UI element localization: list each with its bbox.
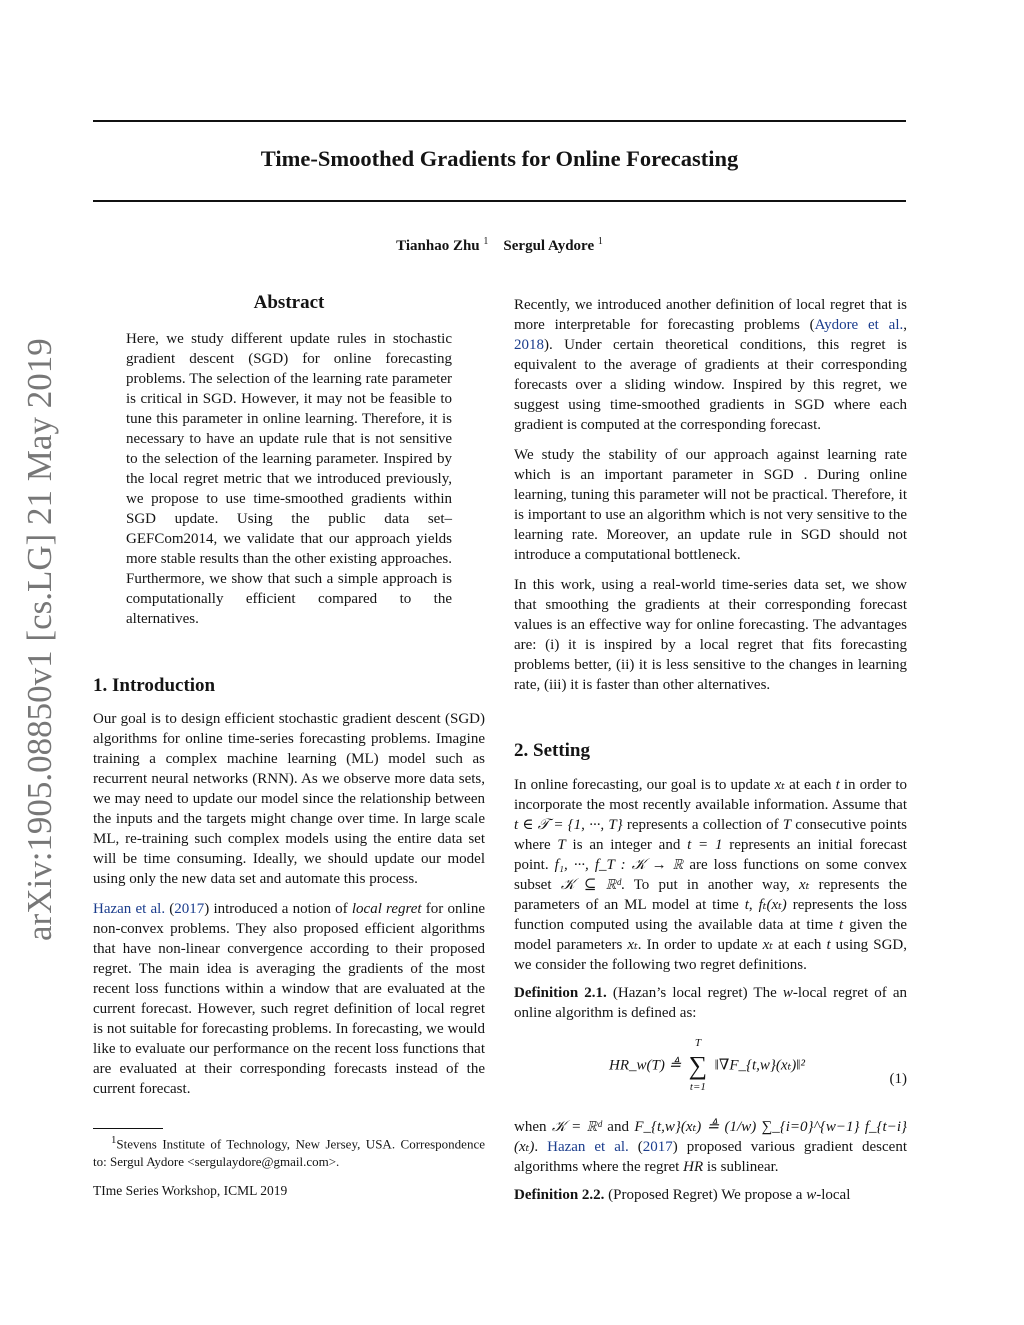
footnote-text: Stevens Institute of Technology, New Jersey, USA. Correspondence to: Sergul Aydore <sergulaydore@gmail.com>. [93, 1136, 485, 1170]
math-inline: F_{t,w}(xₜ) ≜ (1/w) ∑_{i=0}^{w−1} f_{t−i}(xₜ) [514, 1119, 907, 1155]
author-list [93, 236, 906, 255]
equation-1 [514, 1037, 907, 1109]
abstract-heading: Abstract [253, 292, 325, 313]
math-inline: t [835, 777, 840, 793]
citation-year-link[interactable]: 2018 [514, 337, 544, 353]
abstract-block [126, 329, 452, 629]
definition-label: Definition 2.1. [514, 985, 607, 1001]
paper-title: Time-Smoothed Gradients for Online Forecasting [260, 146, 739, 171]
math-inline: 𝒦 = ℝᵈ [551, 1119, 602, 1135]
math-inline: f₁, ···, f_T : 𝒦 → ℝ [554, 857, 684, 873]
math-inline: t [744, 897, 749, 913]
equation-number: (1) [889, 1071, 907, 1087]
math-inline: xₜ [799, 877, 810, 893]
top-rule [93, 120, 906, 122]
math-inline: xₜ [762, 937, 773, 953]
emphasis-term: local regret [351, 901, 422, 917]
arxiv-stamp: arXiv:1905.08850v1 [cs.LG] 21 May 2019 [20, 338, 59, 941]
citation-link[interactable]: Hazan et al. [547, 1139, 629, 1155]
abstract-text: Here, we study different update rules in stochastic gradient descent (SGD) for online forecasting problems. The selection of the learning rate parameter is critical in SGD. However, it may not be feasible to tune this parameter in online learning. Therefore, it is necessary to have an update rule that is not sensitive to the selection of the learning parameter. Inspired by the local regret metric that we introduced previously, we propose to use time-smoothed gradients within SGD update. Using the public data set– GEFCom2014, we validate that our approach yields more stable results than the other existing approaches. Furthermore, we show that such a simple approach is computationally efficient compared to the alternatives. [126, 331, 452, 627]
body-paragraph: In this work, using a real-world time-series data set, we show that smoothing the gradients at their corresponding forecast values is an effective way for online forecasting. The advantages are: (i) it is inspired by a local regret that fits forecasting problems better, (ii) it is less sensitive to the changes in learning rate, (iii) it is faster than other alternatives. [514, 577, 907, 693]
math-inline: w [782, 985, 793, 1001]
body-paragraph: We study the stability of our approach against learning rate which is an important parameter in SGD . During online learning, tuning this parameter will not be practical. Therefore, it is important to use an algorithm which is not very sensitive to the learning rate. Moreover, an update rule in SGD should not introduce a computational bottleneck. [514, 447, 907, 563]
citation-link[interactable]: Hazan et al. [93, 901, 166, 917]
math-inline: 𝒦 ⊆ ℝᵈ [560, 877, 621, 893]
definition-2-1: Definition 2.1. (Hazan’s local regret) The w-local regret of an online algorithm is defined as: [514, 985, 907, 1021]
section-heading-introduction: 1. Introduction [93, 675, 216, 696]
math-inline: T [557, 837, 566, 853]
author-name: Tianhao Zhu [396, 238, 480, 254]
sum-upper-limit: T [694, 1037, 701, 1049]
math-inline: t ∈ 𝒯 = {1, ···, T} [514, 817, 623, 833]
setting-paragraph: In online forecasting, our goal is to update xₜ at each t in order to incorporate the most recently available information. Assume that t ∈ 𝒯 = {1, ···, T} represents a collection of T consecutive points where T is an integer and t = 1 represents an initial forecast point. f₁, ···, f_T : 𝒦 → ℝ are loss functions on some convex subset 𝒦 ⊆ ℝᵈ. To put in another way, xₜ represents the parameters of an ML model at time t, fₜ(xₜ) represents the loss function computed using the available data at time t given the model parameters xₜ. In order to update xₜ at each t using SGD, we consider the following two regret definitions. [514, 777, 908, 973]
sum-lower-limit: t=1 [689, 1081, 706, 1093]
summation [685, 1037, 711, 1093]
citation-link[interactable]: Aydore et al. [814, 317, 904, 333]
math-inline: t = 1 [687, 837, 723, 853]
math-inline: xₜ [774, 777, 785, 793]
intro-paragraph: Hazan et al. (2017) introduced a notion of local regret for online non-convex problems. They also proposed efficient algorithms that have non-linear convergence according to their proposed regret. The main idea is averaging the gradients of the most recent loss functions within a window that are evaluated at the current forecast. However, such regret definition of local regret is not suitable for forecasting problems. In forecasting, we would like to evaluate our performance on the recent loss functions that are evaluated at their corresponding forecasts instead of the current forecast. [93, 901, 485, 1097]
sum-symbol: ∑ [688, 1051, 708, 1080]
footnote-mark: 1 [111, 1134, 117, 1146]
venue-line: TIme Series Workshop, ICML 2019 [93, 1183, 288, 1198]
definition-2-2: Definition 2.2. (Proposed Regret) We propose a w-local [514, 1187, 851, 1203]
math-inline: T [782, 817, 792, 833]
math-inline: HR [683, 1159, 704, 1175]
body-paragraph: when 𝒦 = ℝᵈ and F_{t,w}(xₜ) ≜ (1/w) ∑_{i=0}^{w−1} f_{t−i}(xₜ). Hazan et al. (2017) proposed various gradient descent algorithms where the regret HR is sublinear. [514, 1119, 907, 1175]
body-paragraph: Recently, we introduced another definition of local regret that is more interpretable for forecasting problems (Aydore et al., 2018). Under certain theoretical conditions, this regret is equivalent to the average of gradients at their corresponding forecasts over a sliding window. Inspired by this regret, we suggest using time-smoothed gradients in SGD where each gradient is computed at the corresponding forecast. [514, 297, 907, 433]
footnote [93, 1131, 485, 1171]
author-name: Sergul Aydore [503, 238, 595, 254]
footnote-rule [93, 1128, 163, 1129]
affiliation-mark: 1 [483, 236, 489, 247]
intro-paragraph: Our goal is to design efficient stochastic gradient descent (SGD) algorithms for online time-series forecasting problems. Imagine training a complex machine learning (ML) model such as recurrent neural networks (RNN). As we observe more data sets, we may need to update our model since the relationship between the inputs and the targets might change over time. In large scale ML, re-training such complex models using the entire data set will be time consuming. Ideally, we should update our model using only the new data set and automate this process. [93, 711, 485, 887]
math-inline: xₜ [627, 937, 638, 953]
math-inline: fₜ(xₜ) [758, 897, 787, 913]
section-heading-setting: 2. Setting [514, 740, 590, 761]
definition-label: Definition 2.2. [514, 1187, 605, 1203]
citation-year-link[interactable]: 2017 [642, 1139, 673, 1155]
citation-year-link[interactable]: 2017 [174, 901, 205, 917]
title-bottom-rule [93, 200, 906, 202]
affiliation-mark: 1 [597, 236, 603, 247]
equation-rhs: ‖∇F_{t,w}(xₜ)‖² [714, 1057, 805, 1074]
math-inline: t [839, 917, 844, 933]
math-inline: w [806, 1187, 817, 1203]
equation-lhs: HR_w(T) ≜ [609, 1057, 682, 1074]
math-inline: t [826, 937, 831, 953]
